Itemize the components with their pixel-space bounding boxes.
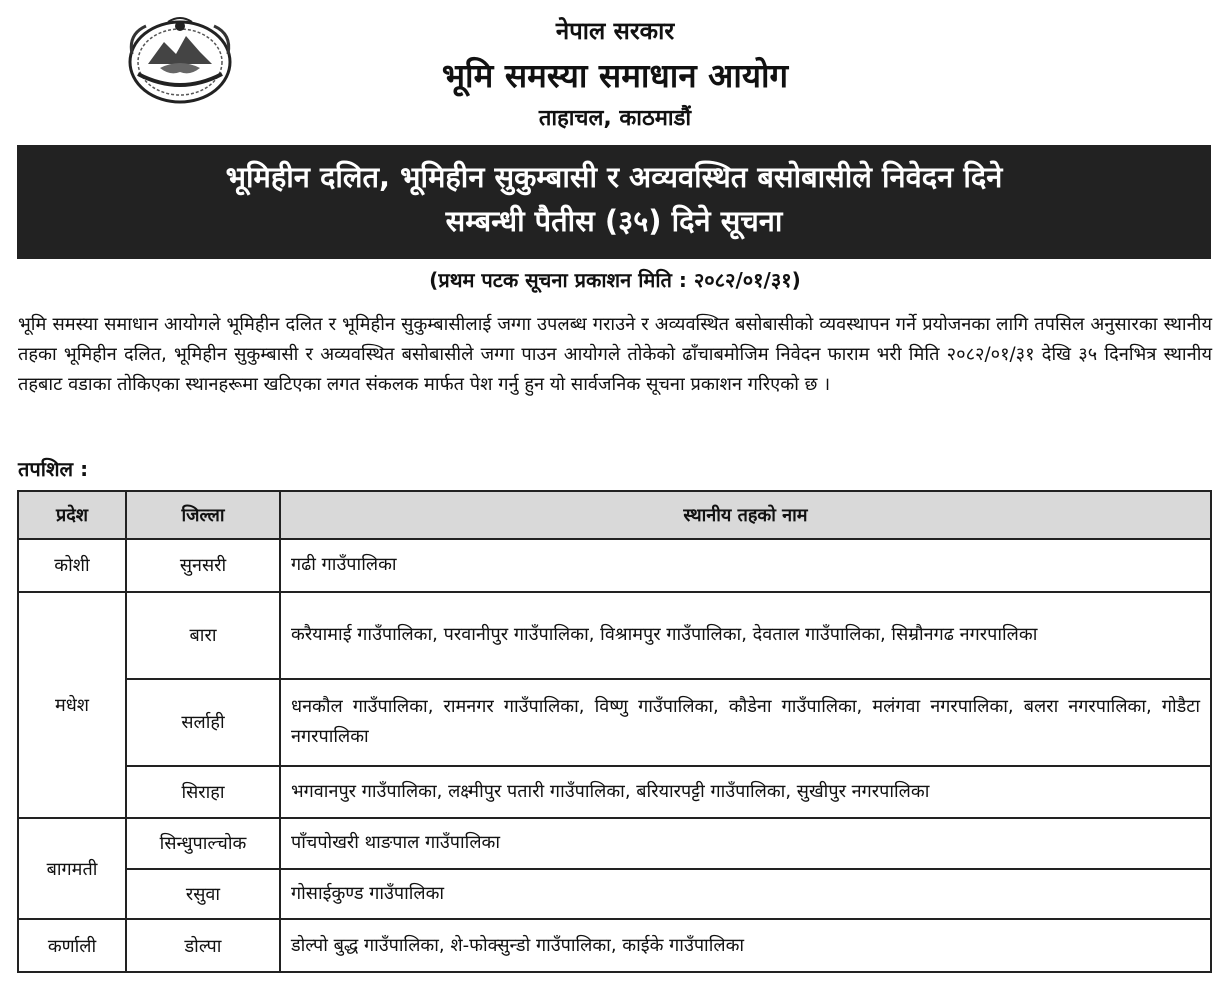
- province-cell: मधेश: [18, 592, 126, 819]
- government-name: नेपाल सरकार: [555, 17, 675, 45]
- local-levels-cell: धनकौल गाउँपालिका, रामनगर गाउँपालिका, विष्णु गाउँपालिका, कौडेना गाउँपालिका, मलंगवा नगरपालिका, बलरा नगरपालिका, गोडैटा नगरपालिका: [280, 679, 1211, 766]
- province-cell: कोशी: [18, 539, 126, 592]
- district-cell: सिराहा: [126, 766, 280, 819]
- province-cell: कर्णाली: [18, 919, 126, 972]
- local-levels-cell: भगवानपुर गाउँपालिका, लक्ष्मीपुर पतारी गाउँपालिका, बरियारपट्टी गाउँपालिका, सुखीपुर नगरपालिका: [280, 766, 1211, 819]
- header-local-levels: स्थानीय तहको नाम: [280, 491, 1211, 539]
- district-cell: सिन्धुपाल्चोक: [126, 818, 280, 869]
- notice-title-line1: भूमिहीन दलित, भूमिहीन सुकुम्बासी र अव्यवस्थित बसोबासीले निवेदन दिने: [225, 160, 1003, 194]
- table-row: [18, 679, 1211, 766]
- local-levels-cell: करैयामाई गाउँपालिका, परवानीपुर गाउँपालिका, विश्रामपुर गाउँपालिका, देवताल गाउँपालिका, सिम्रौनगढ नगरपालिका: [280, 592, 1211, 679]
- publication-date: (प्रथम पटक सूचना प्रकाशन मिति : २०८२/०१/३१): [429, 268, 801, 292]
- local-levels-table: [17, 490, 1212, 973]
- district-cell: सर्लाही: [126, 679, 280, 766]
- local-levels-cell: गढी गाउँपालिका: [280, 539, 1211, 592]
- local-levels-cell: डोल्पो बुद्ध गाउँपालिका, शे-फोक्सुन्डो गाउँपालिका, काईके गाउँपालिका: [280, 919, 1211, 972]
- table-row: [18, 539, 1211, 592]
- district-cell: डोल्पा: [126, 919, 280, 972]
- district-cell: सुनसरी: [126, 539, 280, 592]
- notice-title-banner: [17, 145, 1211, 259]
- table-row: [18, 869, 1211, 920]
- table-row: [18, 919, 1211, 972]
- table-header-row: [18, 491, 1211, 539]
- district-cell: बारा: [126, 592, 280, 679]
- header-province: प्रदेश: [18, 491, 126, 539]
- local-levels-cell: पाँचपोखरी थाङपाल गाउँपालिका: [280, 818, 1211, 869]
- organization-name: भूमि समस्या समाधान आयोग: [441, 56, 789, 95]
- table-row: [18, 818, 1211, 869]
- organization-location: ताहाचल, काठमाडौं: [538, 106, 692, 131]
- notice-title-line2: सम्बन्धी पैतीस (३५) दिने सूचना: [445, 204, 783, 238]
- table-row: [18, 592, 1211, 679]
- schedule-label: तपशिल :: [18, 457, 89, 481]
- header-district: जिल्ला: [126, 491, 280, 539]
- local-levels-cell: गोसाईकुण्ड गाउँपालिका: [280, 869, 1211, 920]
- province-cell: बागमती: [18, 818, 126, 919]
- table-row: [18, 766, 1211, 819]
- notice-body: भूमि समस्या समाधान आयोगले भूमिहीन दलित र भूमिहीन सुकुम्बासीलाई जग्गा उपलब्ध गराउने र अव्यवस्थित बसोबासीको व्यवस्थापन गर्ने प्रयोजनका लागि तपसिल अनुसारका स्थानीय तहका भूमिहीन दलित, भूमिहीन सुकुम्बासी र अव्यवस्थित बसोबासीले जग्गा पाउन आयोगले तोकेको ढाँचाबमोजिम निवेदन फाराम भरी मिति २०८२/०१/३१ देखि ३५ दिनभित्र स्थानीय तहबाट वडाका तोकिएका स्थानहरूमा खटिएका लगत संकलक मार्फत पेश गर्नु हुन यो सार्वजनिक सूचना प्रकाशन गरिएको छ ।: [18, 314, 1212, 395]
- district-cell: रसुवा: [126, 869, 280, 920]
